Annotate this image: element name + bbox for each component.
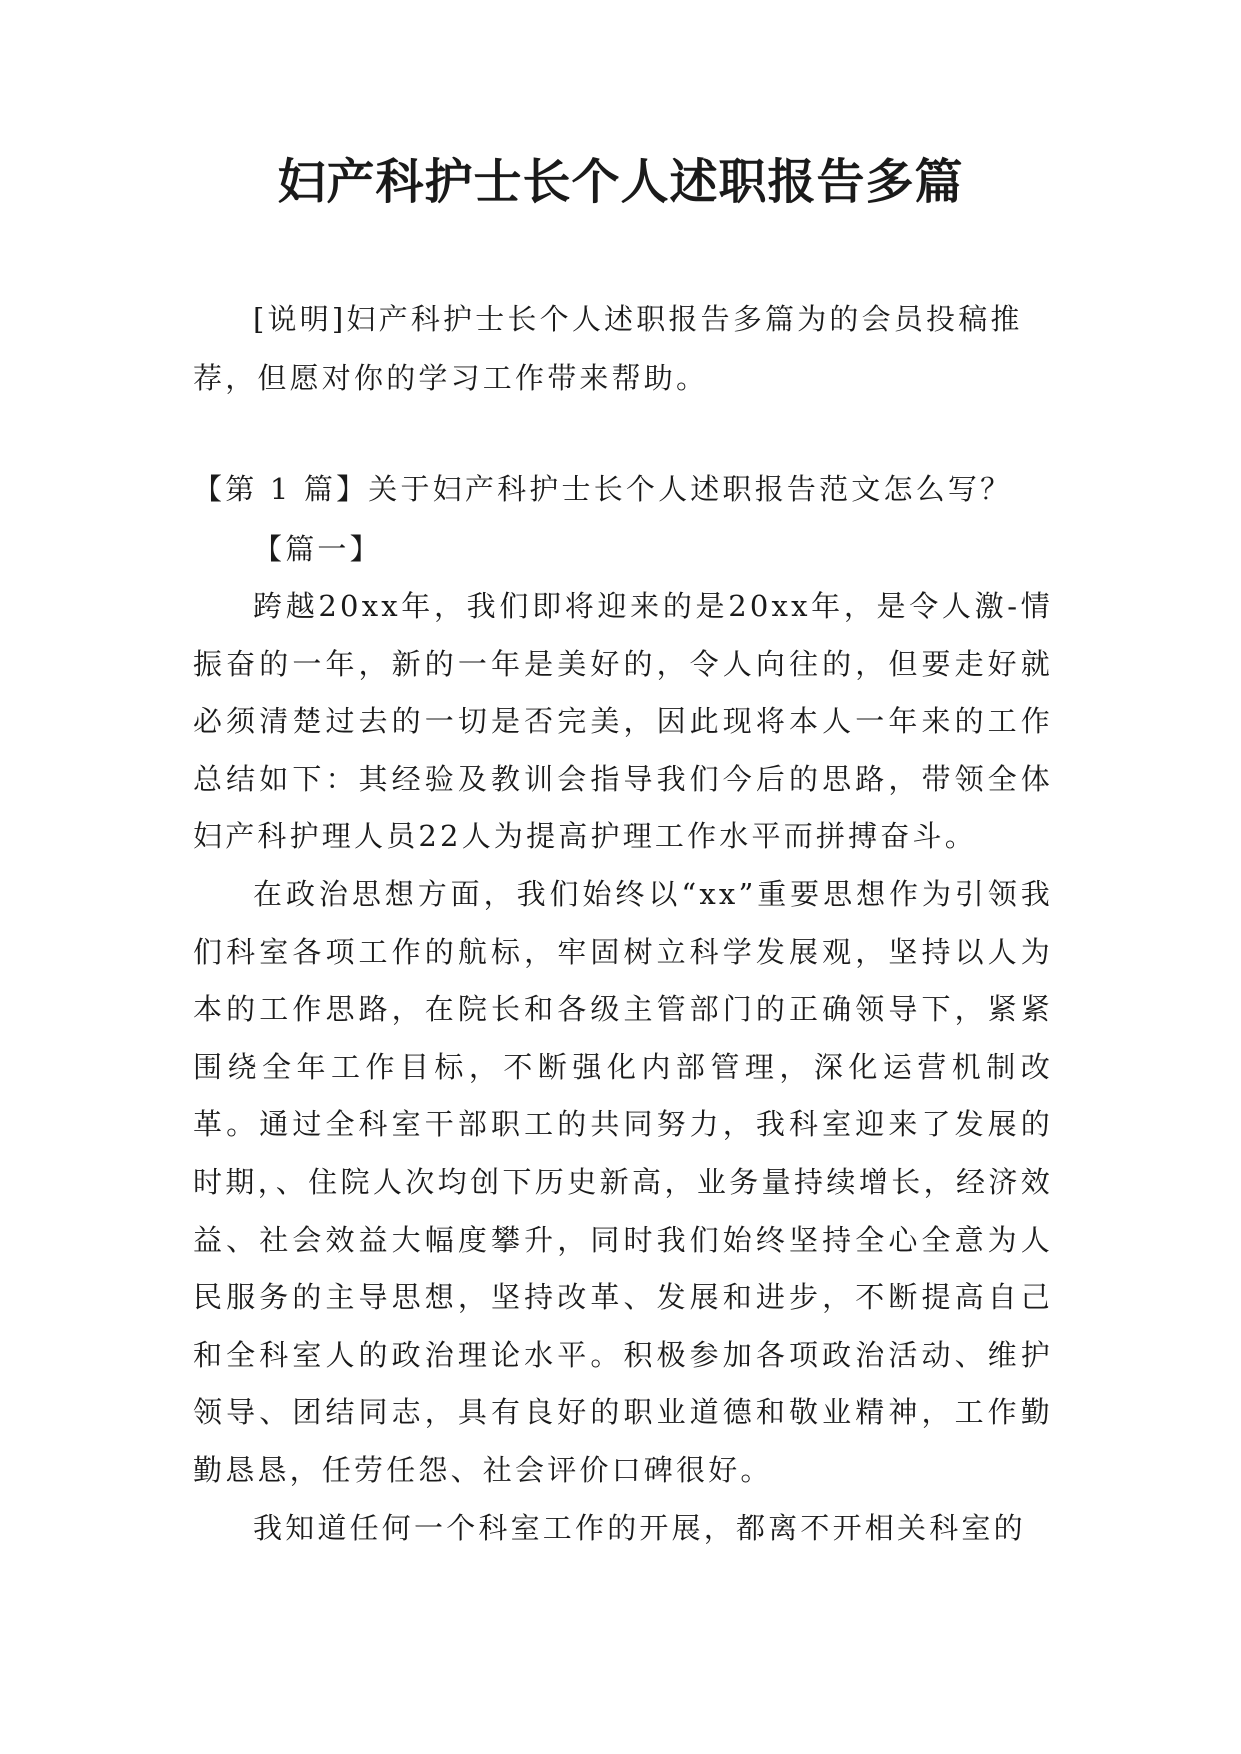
intro-note: [说明]妇产科护士长个人述职报告多篇为的会员投稿推荐，但愿对你的学习工作带来帮助。: [193, 302, 1023, 395]
paragraph: 我知道任何一个科室工作的开展，都离不开相关科室的: [253, 1510, 1026, 1545]
paragraph: 跨越20xx年，我们即将迎来的是20xx年，是令人激-情振奋的一年，新的一年是美好的，令人向往的，但要走好就必须清楚过去的一切是否完美，因此现将本人一年来的工作总结如下：其经验及教训会指导我们今后的思路，带领全体妇产科护理人员22人为提高护理工作水平而拼搏奋斗。: [193, 589, 1053, 854]
section-heading: 【第 1 篇】关于妇产科护士长个人述职报告范文怎么写？: [193, 472, 1013, 506]
sub-heading: 【篇一】: [253, 532, 382, 566]
document-title: 妇产科护士长个人述职报告多篇: [277, 154, 964, 210]
paragraph: 在政治思想方面，我们始终以“xx”重要思想作为引领我们科室各项工作的航标，牢固树立科学发展观，坚持以人为本的工作思路，在院长和各级主管部门的正确领导下，紧紧围绕全年工作目标，不断强化内部管理，深化运营机制改革。通过全科室干部职工的共同努力，我科室迎来了发展的时期，、住院人次均创下历史新高，业务量持续增长，经济效益、社会效益大幅度攀升，同时我们始终坚持全心全意为人民服务的主导思想，坚持改革、发展和进步，不断提高自己和全科室人的政治理论水平。积极参加各项政治活动、维护领导、团结同志，具有良好的职业道德和敬业精神，工作勤勤恳恳，任劳任怨、社会评价口碑很好。: [193, 876, 1053, 1487]
body-content: [193, 578, 1053, 1557]
